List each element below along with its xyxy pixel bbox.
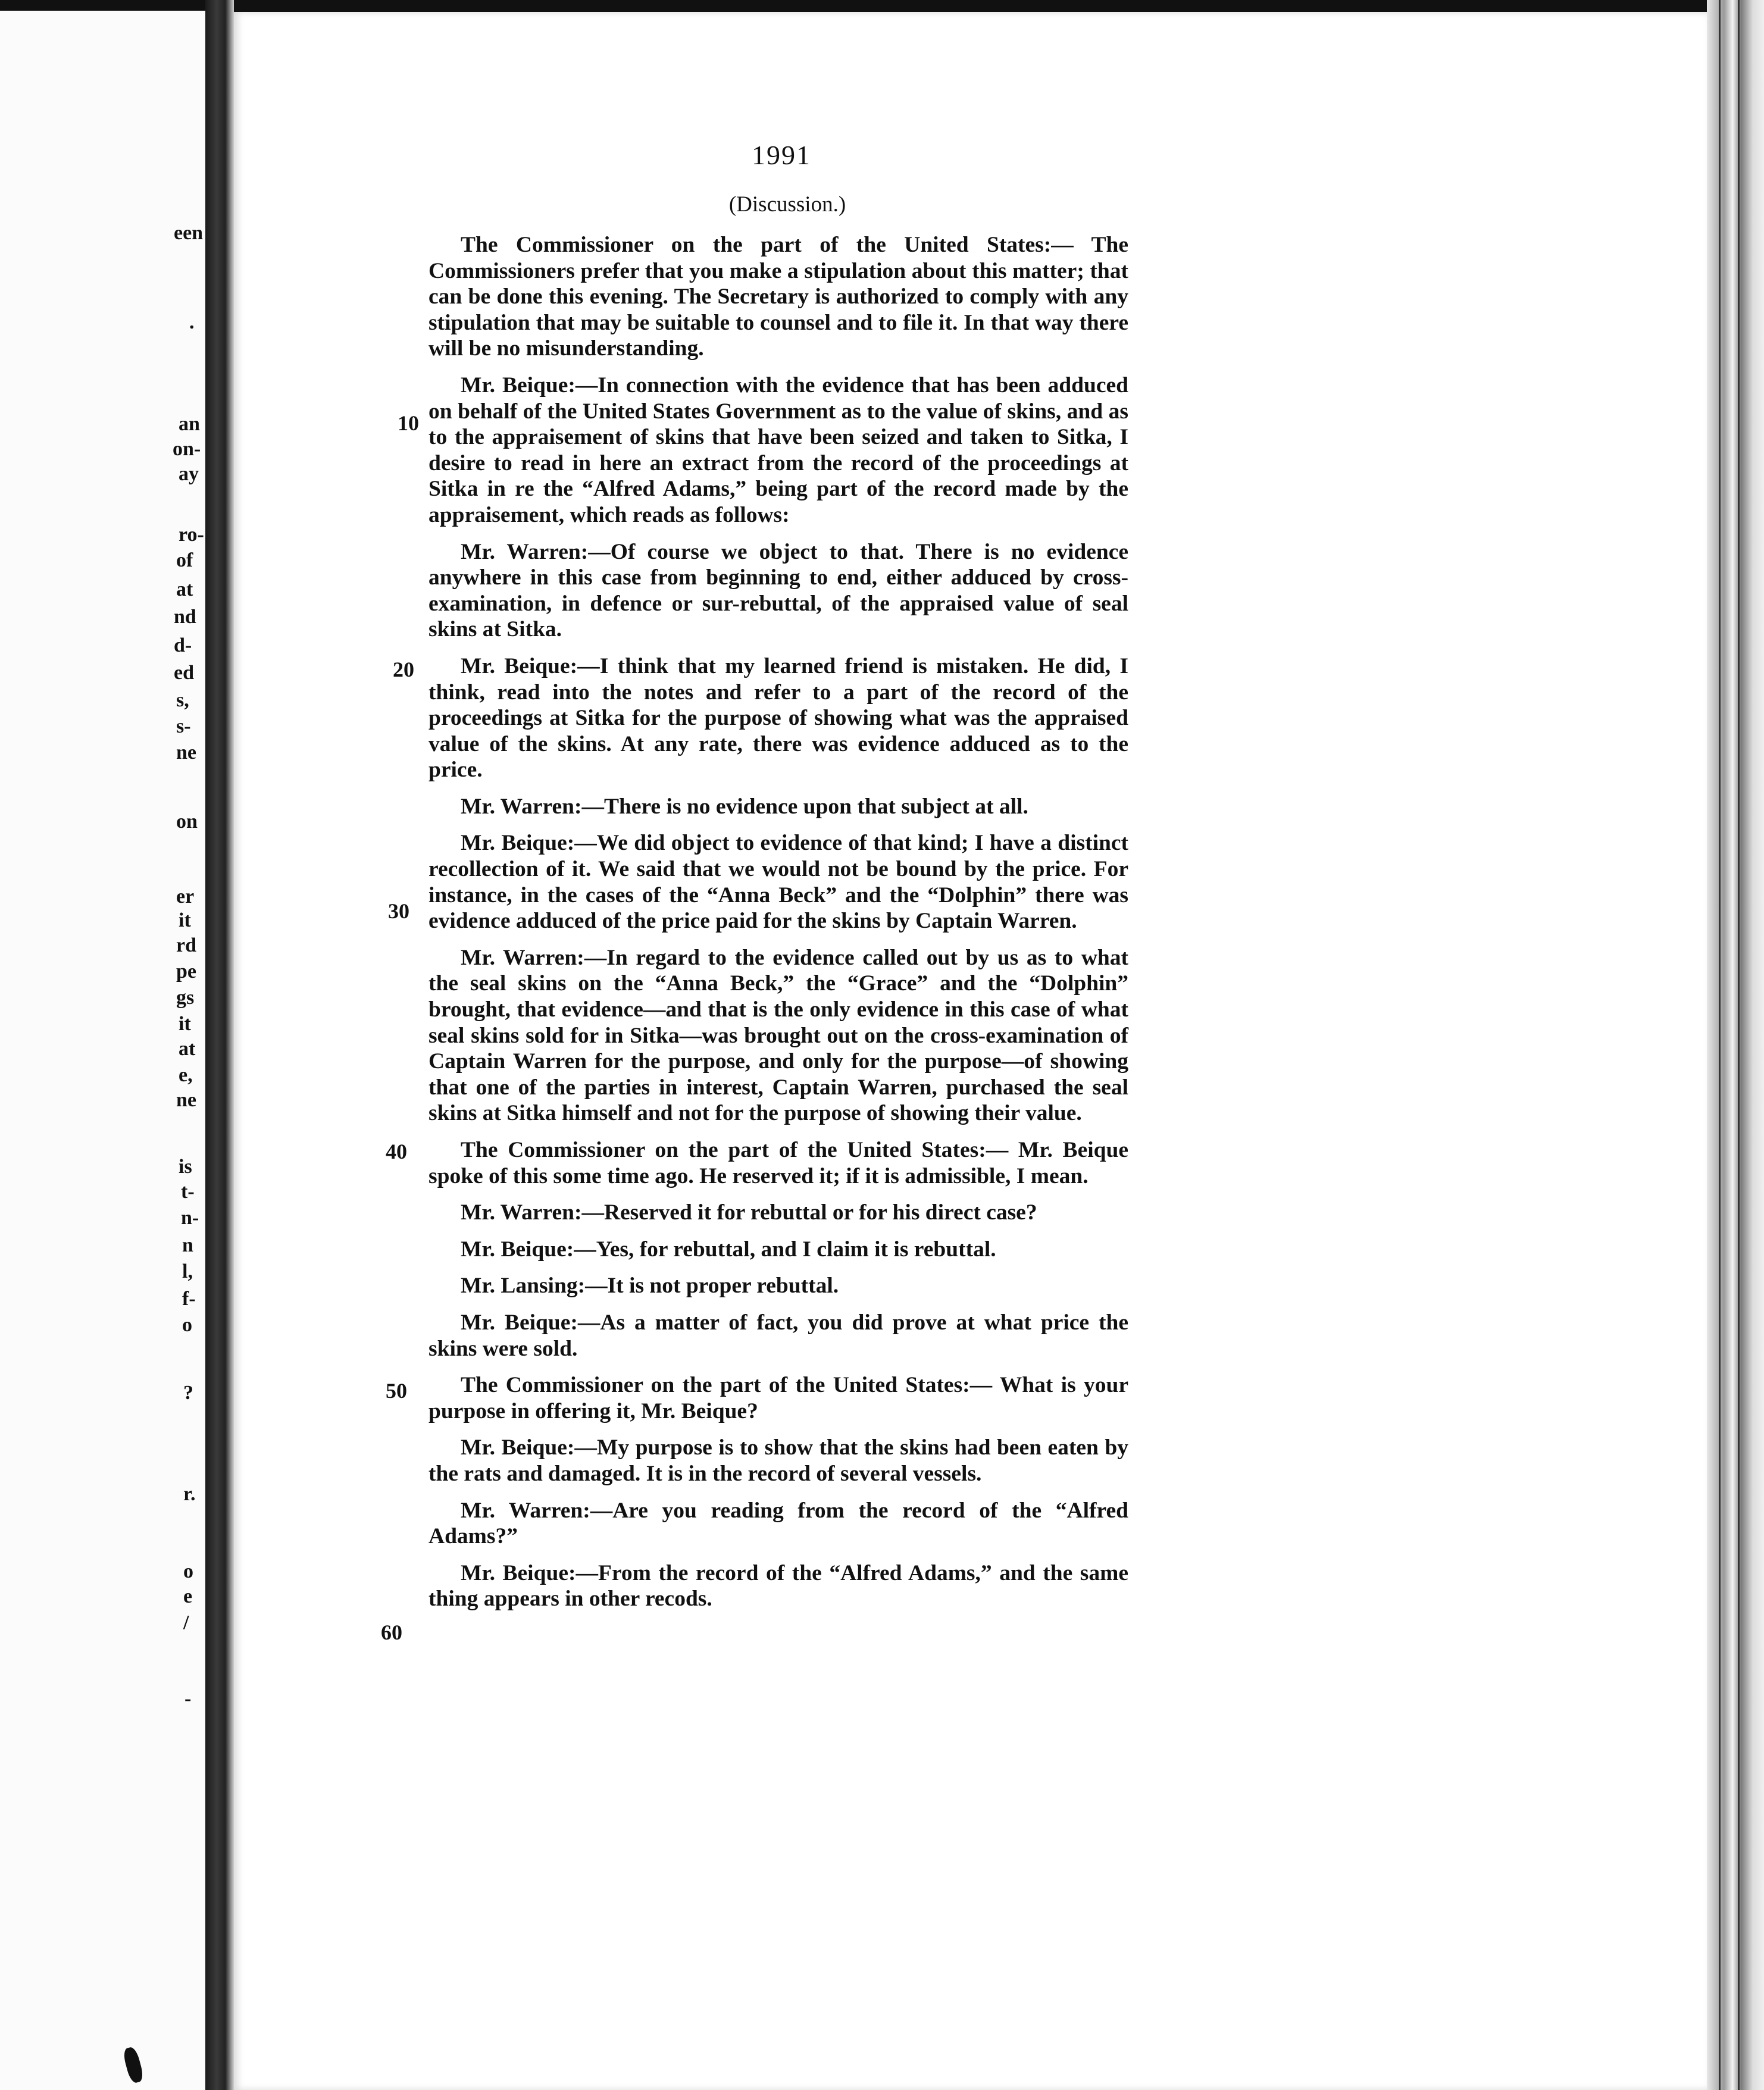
left-page-fragment: r.: [183, 1483, 196, 1505]
line-number: 10: [398, 411, 419, 435]
left-page-fragment: ne: [176, 1089, 196, 1111]
paragraph-text: Mr. Beique spoke of this some time ago. He reserved it; if it is admissible, I mean.: [429, 1138, 1128, 1188]
paragraph-text: It is not proper rebuttal.: [607, 1274, 839, 1299]
left-page-fragment: at: [179, 1038, 196, 1060]
line-number: 30: [388, 899, 409, 923]
left-page-fragment: gs: [176, 987, 195, 1009]
left-page-fragment: ed: [174, 662, 194, 684]
paragraph-text: From the record of the “Alfred Adams,” and the same thing appears in other recods.: [429, 1560, 1128, 1612]
transcript-paragraph: [429, 1435, 1128, 1487]
transcript-paragraph: [429, 1498, 1128, 1550]
edge-line: [1719, 0, 1721, 2090]
speaker-label: Mr. Beique:—: [461, 1435, 597, 1460]
transcript-paragraph: [429, 1137, 1128, 1189]
left-page-fragment: on: [176, 811, 198, 833]
speaker-label: The Commissioner on the part of the United States:—: [461, 1138, 1009, 1162]
edge-line: [1738, 0, 1740, 2090]
left-page-fragment: -: [184, 1688, 192, 1710]
page-number: 1991: [752, 140, 811, 170]
transcript-paragraph: [429, 1273, 1128, 1299]
paragraph-text: Reserved it for rebuttal or for his direct case?: [603, 1200, 1037, 1225]
speaker-label: Mr. Warren:—: [461, 945, 607, 970]
left-page-fragment: t-: [181, 1181, 195, 1203]
speaker-label: The Commissioner on the part of the United States:—: [461, 233, 1074, 257]
left-page-fragment: nd: [174, 606, 196, 628]
section-heading: (Discussion.): [728, 192, 846, 217]
line-number: 60: [381, 1620, 402, 1644]
transcript-paragraph: [429, 945, 1128, 1127]
left-page-fragment: is: [179, 1156, 192, 1178]
book-gutter: [205, 0, 234, 2090]
speaker-label: Mr. Warren:—: [461, 1200, 604, 1225]
scan-top-edge: [0, 0, 1764, 13]
paragraph-text: I think that my learned friend is mistaken. He did, I think, read into the notes and refer to a part of the record of the proceedings at Sitka for the purpose of showing what was the appraised value of the skins. At any rate, there was evidence adduced as to the price.: [429, 653, 1129, 783]
left-page-fragment: an: [179, 413, 200, 435]
transcript-paragraph: [429, 1310, 1128, 1362]
left-facing-page: [0, 11, 205, 2090]
paragraph-text: In connection with the evidence that has been adduced on behalf of the United States Government as to the value of skins, and as to the appraisement of skins that have been seized and taken to Sitka, I desire to read in here an extract from the record of the proceedings at Sitka in re the “Alfred Adams,” being part of the record made by the appraisement, which reads as follows:: [429, 373, 1128, 527]
transcript-body: [429, 232, 1128, 1612]
left-page-fragment: er: [176, 886, 195, 908]
line-number: 40: [386, 1140, 407, 1163]
left-page-fragment: at: [176, 578, 193, 600]
left-page-fragment: f-: [182, 1288, 196, 1310]
left-page-fragment: of: [176, 549, 193, 571]
left-page-fragment: s,: [176, 689, 189, 711]
transcript-paragraph: [429, 830, 1128, 934]
speaker-label: Mr. Lansing:—: [461, 1274, 608, 1299]
left-page-fragment: o: [183, 1560, 193, 1582]
left-page-fragment: d-: [174, 634, 192, 656]
speaker-label: Mr. Warren:—: [461, 539, 611, 564]
left-page-fragment: ay: [179, 463, 199, 485]
transcript-paragraph: [429, 232, 1128, 362]
paragraph-text: We did object to evidence of that kind; I have a distinct recollection of it. We said that we would not be bound by the price. For instance, in the cases of the “Anna Beck” and the “Dolphin” there was evidence adduced of the price paid for the skins by Captain Warren.: [429, 831, 1129, 934]
left-page-fragment: ro-: [179, 524, 204, 546]
transcript-paragraph: [429, 1200, 1128, 1226]
paragraph-text: The Commissioners prefer that you make a stipulation about this matter; that can be done this evening. The Secretary is authorized to comply with any stipulation that may be suitable to counsel and to file it. In that way there will be no misunderstanding.: [429, 233, 1128, 361]
transcript-paragraph: [429, 373, 1128, 528]
transcript-paragraph: [429, 653, 1128, 783]
left-page-fragment: it: [179, 909, 191, 931]
paragraph-text: In regard to the evidence called out by us as to what the seal skins on the “Anna Beck,” the “Grace” and the “Dolphin” brought, that evidence—and that is the only evidence in this case of what seal skins sold for in Sitka—was brought out on the cross-examination of Captain Warren for the purpose, and only for the purpose—of showing that one of the parties in interest, Captain Warren, purchased the seal skins at Sitka himself and not for the purpose of showing their value.: [429, 945, 1128, 1126]
left-page-fragment: /: [183, 1612, 189, 1634]
left-page-fragment: e,: [179, 1064, 193, 1086]
left-page-fragment: it: [179, 1013, 191, 1035]
left-page-fragment: l,: [182, 1260, 193, 1282]
speaker-label: Mr. Beique:—: [461, 1237, 596, 1262]
paragraph-text: My purpose is to show that the skins had been eaten by the rats and damaged. It is in the record of several vessels.: [429, 1435, 1129, 1486]
line-number: 50: [386, 1379, 407, 1403]
left-page-fragment: een: [174, 222, 204, 244]
left-page-fragment: rd: [176, 934, 196, 956]
speaker-label: Mr. Beique:—: [461, 373, 598, 398]
left-page-fragment: e: [183, 1585, 193, 1607]
left-page-fragment: .: [189, 311, 195, 333]
left-page-fragment: pe: [176, 960, 196, 983]
transcript-paragraph: [429, 539, 1128, 643]
paragraph-text: Of course we object to that. There is no evidence anywhere in this case from beginning to end, either adduced by cross-examination, in defence or sur-rebuttal, of the appraised value of seal skins at Sitka.: [429, 539, 1128, 642]
transcript-paragraph: [429, 1560, 1128, 1612]
paragraph-text: There is no evidence upon that subject at all.: [603, 794, 1028, 819]
paragraph-text: Yes, for rebuttal, and I claim it is rebuttal.: [596, 1237, 996, 1262]
transcript-paragraph: [429, 1372, 1128, 1424]
left-page-fragment: o: [182, 1314, 192, 1336]
left-page-fragment: s-: [176, 715, 191, 737]
paragraph-text: What is your purpose in offering it, Mr. Beique?: [429, 1373, 1128, 1423]
speaker-label: Mr. Warren:—: [461, 1498, 613, 1523]
left-page-fragment: ?: [183, 1382, 193, 1404]
transcript-paragraph: [429, 794, 1128, 820]
speaker-label: Mr. Beique:—: [461, 831, 597, 856]
speaker-label: Mr. Beique:—: [461, 1310, 600, 1335]
speaker-label: Mr. Warren:—: [461, 794, 604, 819]
transcript-paragraph: [429, 1237, 1128, 1263]
speaker-label: Mr. Beique:—: [461, 1560, 598, 1585]
left-page-fragment: ne: [176, 741, 196, 764]
paragraph-text: As a matter of fact, you did prove at what price the skins were sold.: [429, 1310, 1129, 1361]
paragraph-text: Are you reading from the record of the “Alfred Adams?”: [429, 1498, 1128, 1549]
left-page-fragment: n: [182, 1234, 193, 1256]
left-page-fragment: n-: [181, 1207, 199, 1229]
page-stack-edge: [1707, 0, 1764, 2090]
left-page-fragment: on-: [173, 438, 201, 460]
speaker-label: The Commissioner on the part of the United States:—: [461, 1373, 993, 1398]
speaker-label: Mr. Beique:—: [461, 653, 600, 678]
line-number: 20: [393, 658, 414, 681]
